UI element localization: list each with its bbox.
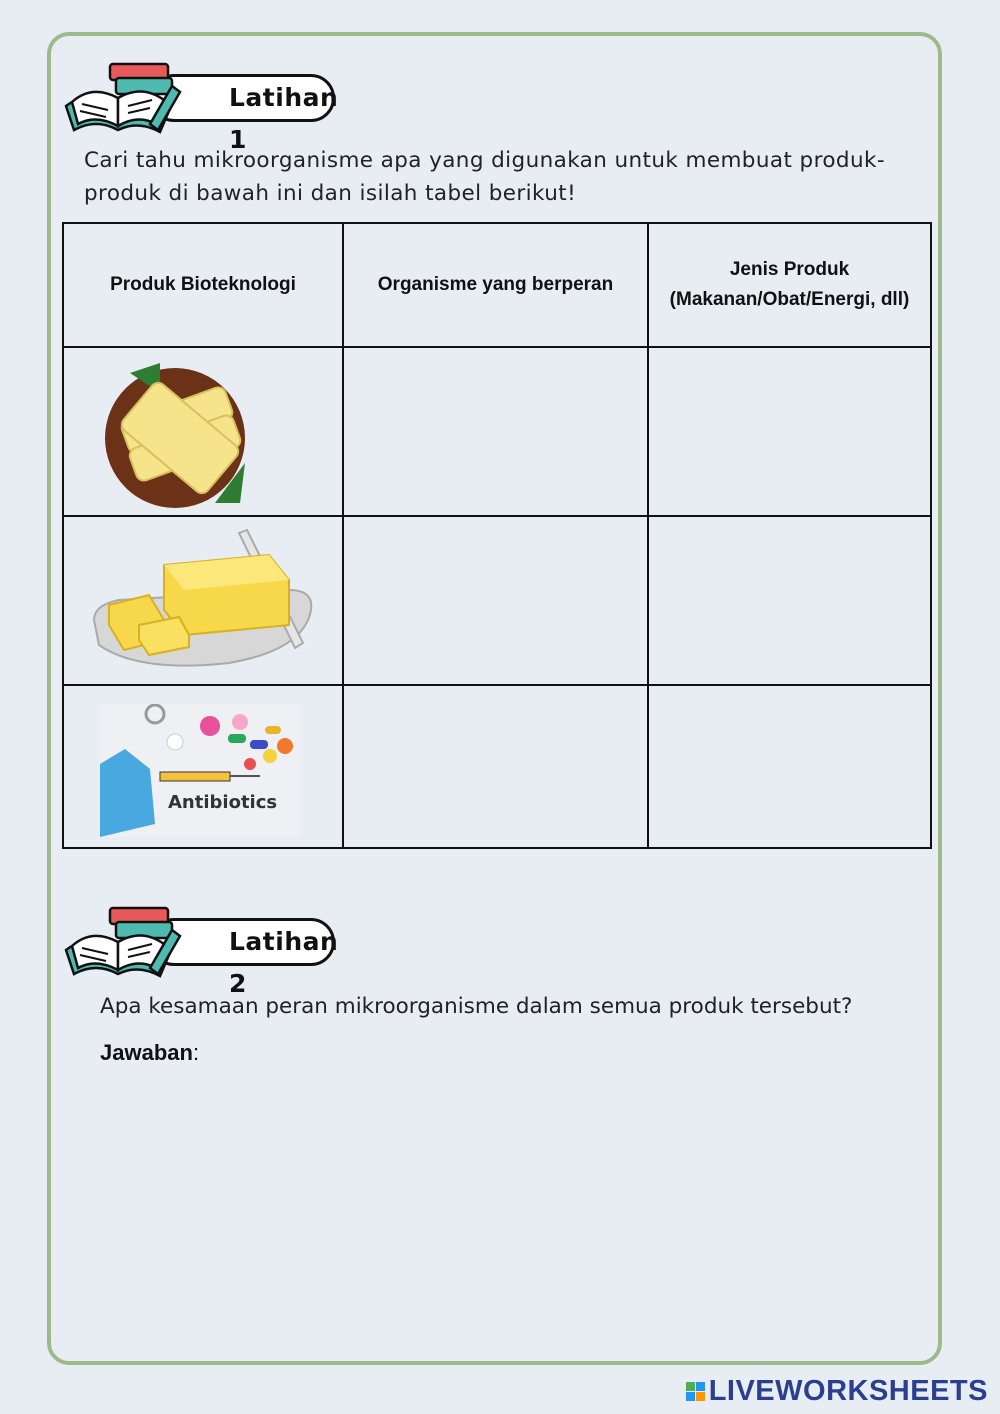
butter-image <box>89 525 319 675</box>
latihan1-title-text: Latihan 1 <box>229 83 339 154</box>
logo-squares-icon <box>686 1382 705 1401</box>
book-icon <box>60 58 185 138</box>
organism-cell[interactable] <box>343 516 648 685</box>
table-row <box>63 347 931 516</box>
type-cell[interactable] <box>648 516 931 685</box>
liveworksheets-logo <box>686 1375 988 1408</box>
table-row <box>63 685 931 848</box>
antibiotics-image <box>100 704 300 837</box>
product-cell-butter <box>63 516 343 685</box>
latihan2-question: Apa kesamaan peran mikroorganisme dalam semua produk tersebut? <box>100 994 853 1019</box>
brand-text: LIVEWORKSHEETS <box>708 1375 988 1407</box>
organism-cell[interactable] <box>343 685 648 848</box>
type-cell[interactable] <box>648 685 931 848</box>
table-header-type: Jenis Produk (Makanan/Obat/Energi, dll) <box>648 223 931 347</box>
latihan1-instruction: Cari tahu mikroorganisme apa yang digunakan untuk membuat produk-produk di bawah ini dan isilah tabel berikut! <box>84 148 885 206</box>
organism-cell[interactable] <box>343 347 648 516</box>
answer-label: Jawaban <box>100 1040 193 1065</box>
antibiotics-label: Antibiotics <box>168 792 278 813</box>
table-row <box>63 516 931 685</box>
product-cell-antibiotics <box>63 685 343 848</box>
latihan2-title-text: Latihan 2 <box>229 927 339 998</box>
table-header-product: Produk Bioteknologi <box>63 223 343 347</box>
book-icon <box>60 902 185 982</box>
answer-area: Jawaban: <box>100 1040 200 1065</box>
table-header-row <box>63 223 931 347</box>
product-cell-tape <box>63 347 343 516</box>
table-header-organism: Organisme yang berperan <box>343 223 648 347</box>
tape-image <box>100 353 260 513</box>
type-cell[interactable] <box>648 347 931 516</box>
product-table <box>62 222 932 849</box>
